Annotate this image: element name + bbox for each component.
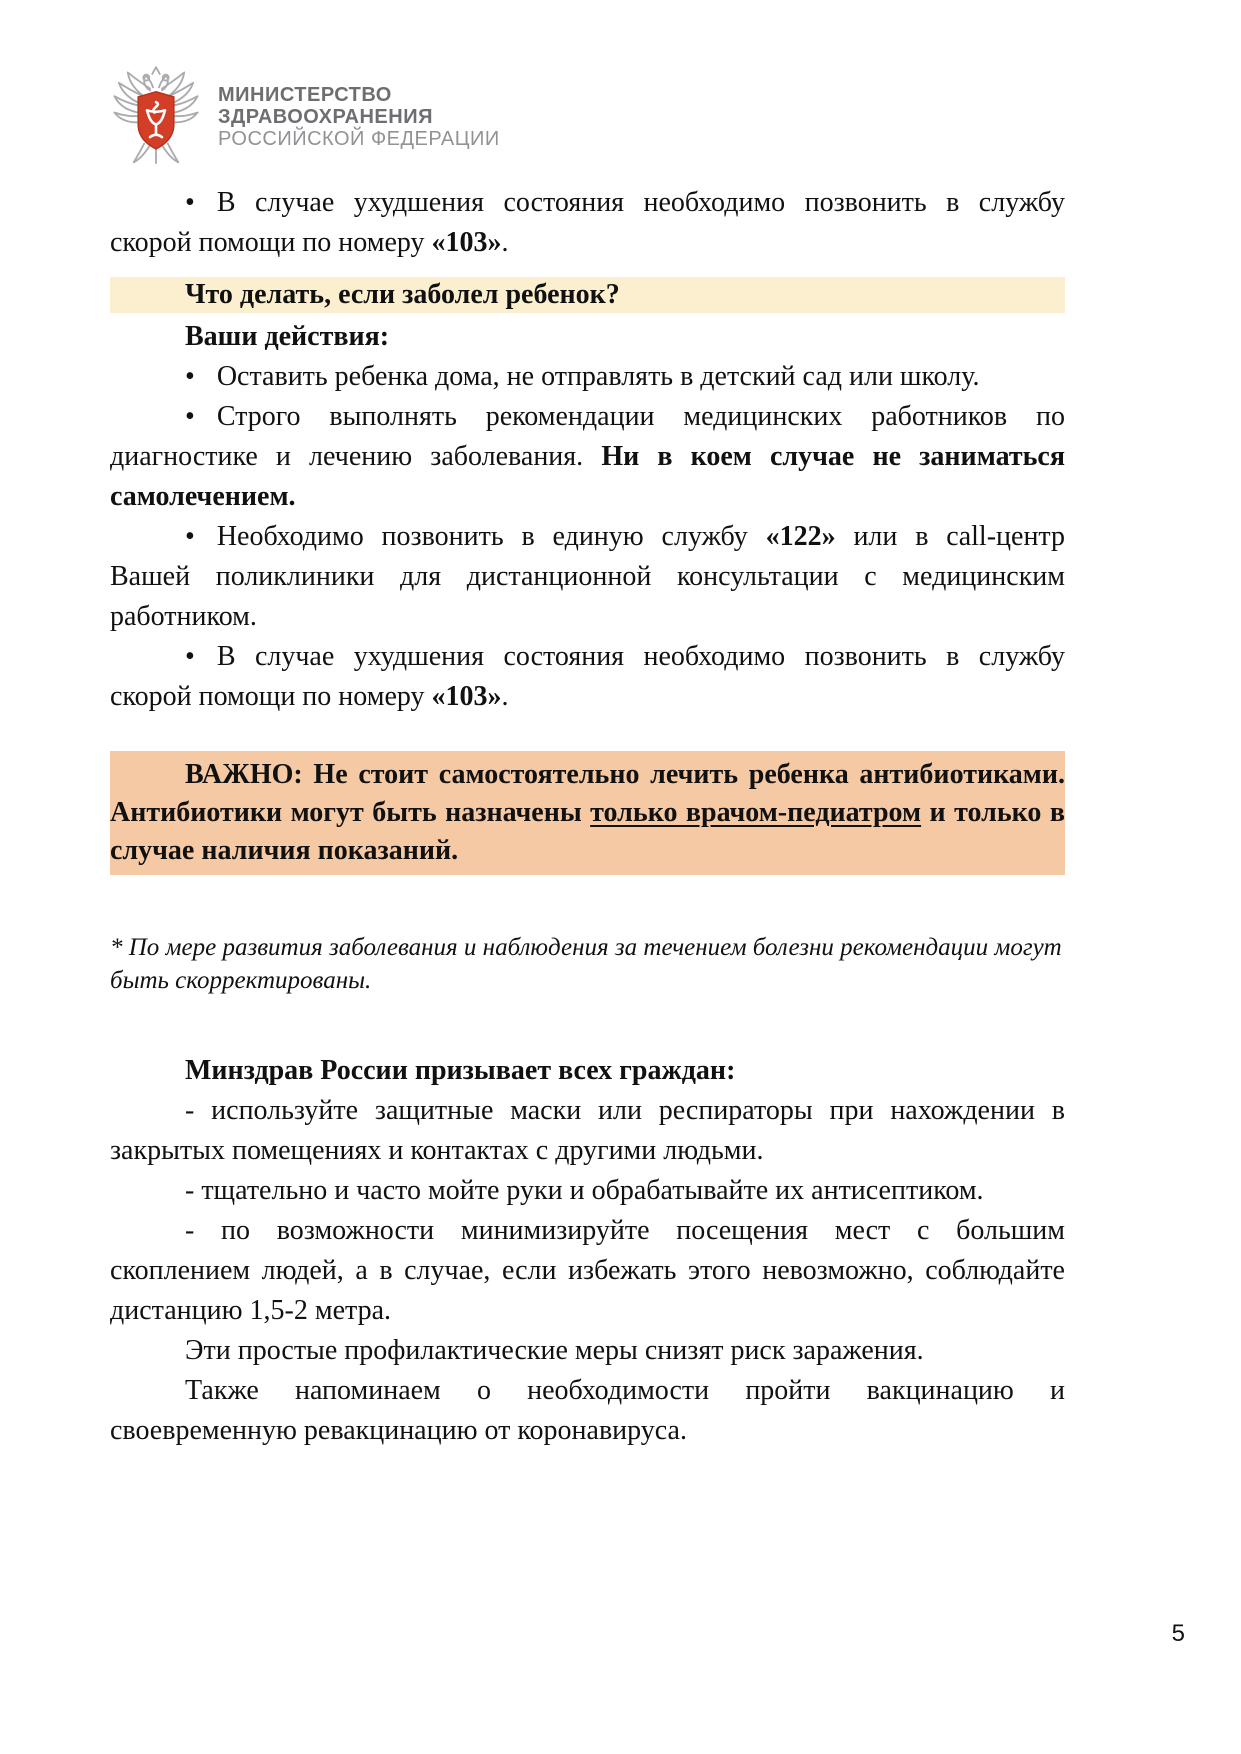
section-title-what-to-do: Что делать, если заболел ребенок? bbox=[110, 277, 1065, 313]
bullet-item-call-103 bbox=[110, 637, 1065, 717]
bullet-icon: • bbox=[185, 187, 195, 218]
call-paragraph-wash-hands: - тщательно и часто мойте руки и обрабатывайте их антисептиком. bbox=[185, 1175, 984, 1206]
bullet-item-call-122 bbox=[110, 517, 1065, 637]
paragraph-text: Строго выполнять рекомендации медицинских работников по диагностике и лечению заболевания. Ни в коем случае не заниматься самолечением. bbox=[110, 401, 1065, 512]
call-heading: Минздрав России призывает всех граждан: bbox=[185, 1055, 736, 1086]
bullet-icon: • bbox=[185, 641, 195, 672]
bullet-icon: • bbox=[185, 401, 195, 432]
paragraph-text: В случае ухудшения состояния необходимо позвонить в службу скорой помощи по номеру «103». bbox=[110, 187, 1065, 258]
actions-label: Ваши действия: bbox=[185, 321, 390, 352]
footnote: * По мере развития заболевания и наблюдения за течением болезни рекомендации могут быть скорректированы. bbox=[110, 934, 1062, 994]
logo-line-federation: РОССИЙСКОЙ ФЕДЕРАЦИИ bbox=[218, 128, 500, 150]
bullet-icon: • bbox=[185, 521, 195, 552]
logo-line-ministry: МИНИСТЕРСТВО bbox=[218, 84, 392, 106]
ministry-header bbox=[110, 65, 1065, 169]
important-notice: ВАЖНО: Не стоит самостоятельно лечить ребенка антибиотиками. Антибиотики могут быть назначены только врачом-педиатром и только в случае наличия показаний. bbox=[110, 751, 1065, 875]
ministry-emblem-icon bbox=[110, 65, 202, 169]
call-paragraph-simple-measures: Эти простые профилактические меры снизят риск заражения. bbox=[185, 1335, 924, 1366]
bullet-item-stay-home bbox=[110, 357, 1065, 397]
ministry-logo-text bbox=[218, 84, 500, 150]
call-paragraph-masks: - используйте защитные маски или респираторы при нахождении в закрытых помещениях и контактах с другими людьми. bbox=[110, 1095, 1065, 1166]
call-paragraph-vaccination: Также напоминаем о необходимости пройти вакцинацию и своевременную ревакцинацию от коронавируса. bbox=[110, 1375, 1065, 1446]
logo-line-health: ЗДРАВООХРАНЕНИЯ bbox=[218, 106, 433, 128]
paragraph-text: В случае ухудшения состояния необходимо позвонить в службу скорой помощи по номеру «103». bbox=[110, 641, 1065, 712]
paragraph-text: Необходимо позвонить в единую службу «122» или в call-центр Вашей поликлиники для дистанционной консультации с медицинским работником. bbox=[110, 521, 1065, 632]
call-paragraph-distance: - по возможности минимизируйте посещения мест с большим скоплением людей, а в случае, если избежать этого невозможно, соблюдайте дистанцию 1,5-2 метра. bbox=[110, 1215, 1065, 1326]
paragraph-emergency-call-top bbox=[110, 183, 1065, 263]
paragraph-text: Оставить ребенка дома, не отправлять в детский сад или школу. bbox=[216, 361, 980, 392]
page-number: 5 bbox=[1171, 1620, 1185, 1647]
bullet-item-follow-recommendations bbox=[110, 397, 1065, 517]
bullet-icon: • bbox=[185, 361, 195, 392]
